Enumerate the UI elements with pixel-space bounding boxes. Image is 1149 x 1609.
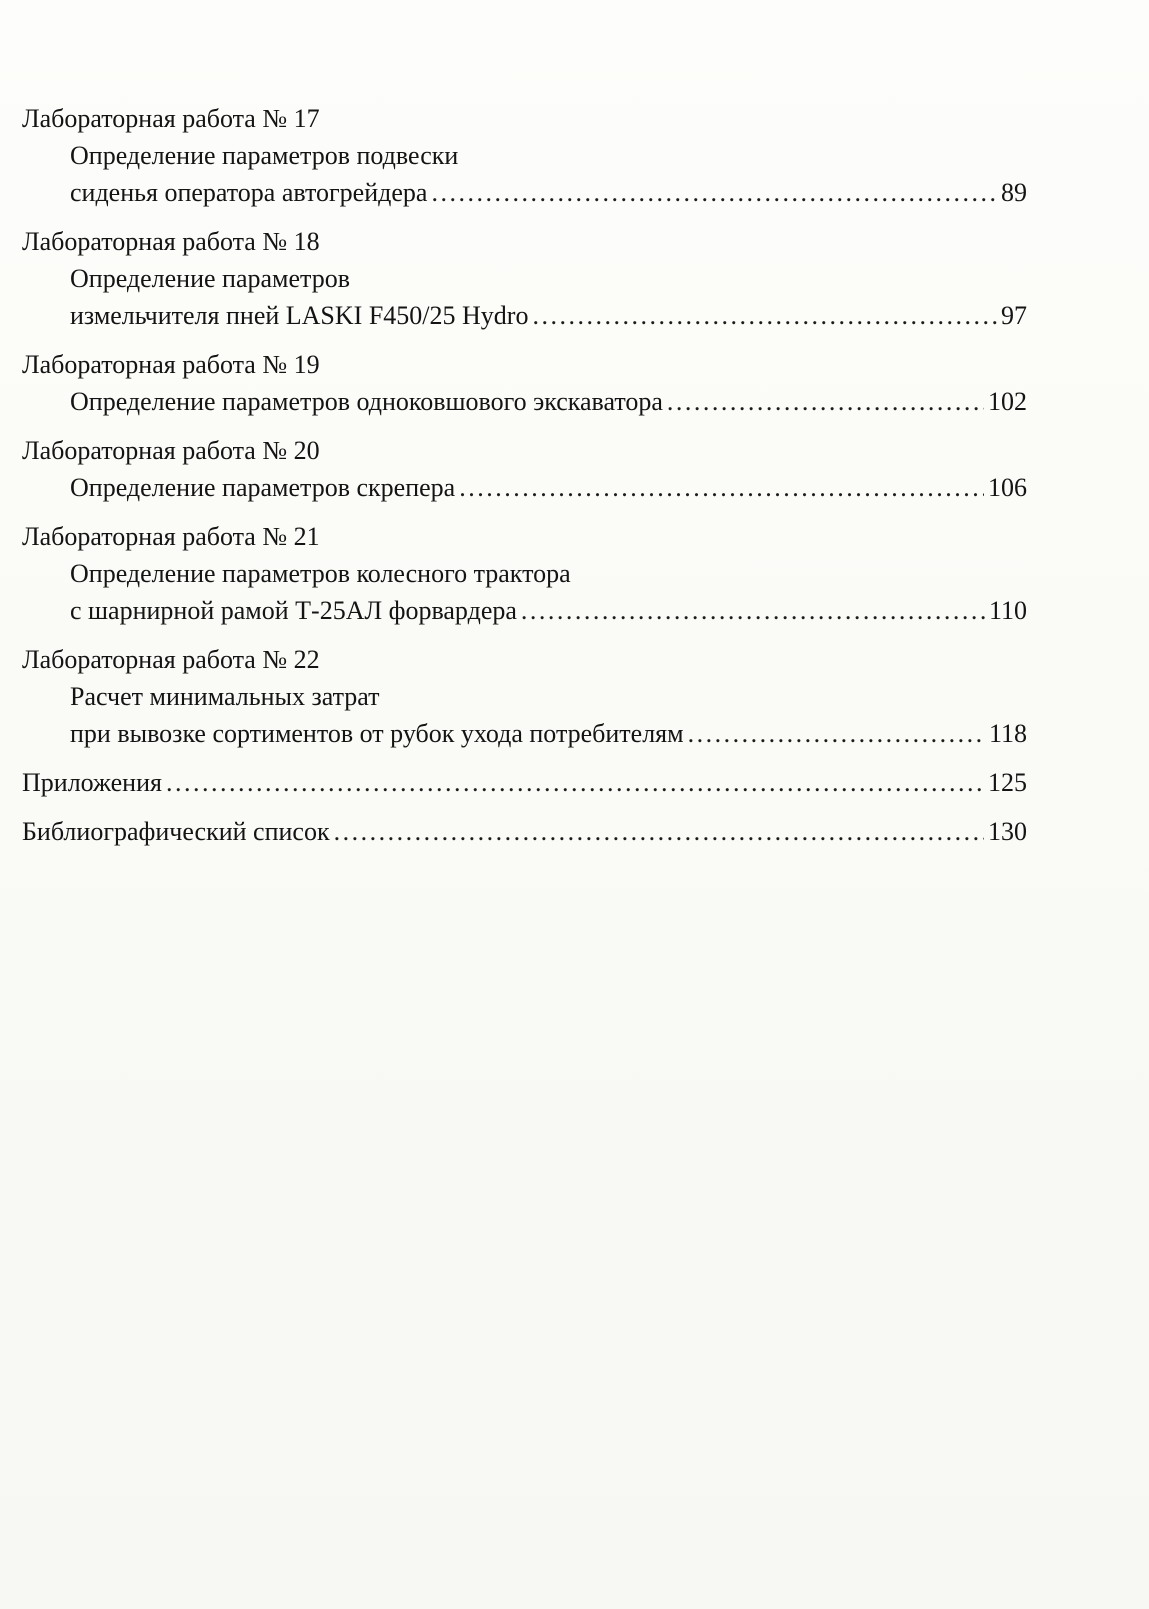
toc-entry-bibliography	[22, 813, 1027, 850]
toc-entry-line: Определение параметров скрепера	[70, 473, 456, 502]
toc-entry-lab-21	[22, 518, 1027, 629]
toc-entry-heading-with-page	[22, 764, 1027, 801]
toc-entry-title: Библиографический список	[22, 817, 330, 846]
dot-leader	[688, 715, 985, 752]
toc-entry-lab-18	[22, 223, 1027, 334]
dot-leader	[431, 174, 997, 211]
toc-entry-line-with-page	[22, 592, 1027, 629]
toc-entry-appendix	[22, 764, 1027, 801]
toc-entry-line: Определение параметров подвески	[70, 141, 459, 170]
page-number: 89	[1001, 178, 1027, 207]
toc-entry-heading: Лабораторная работа № 18	[22, 227, 320, 256]
toc-entry-line-with-page	[22, 297, 1027, 334]
toc-entry-heading: Лабораторная работа № 20	[22, 436, 320, 465]
toc-entry-line: сиденья оператора автогрейдера	[70, 178, 428, 207]
dot-leader	[166, 764, 984, 801]
toc-entry-lab-19	[22, 346, 1027, 420]
dot-leader	[521, 592, 985, 629]
toc-entry-heading: Лабораторная работа № 17	[22, 104, 320, 133]
toc-entry-heading: Лабораторная работа № 19	[22, 350, 320, 379]
toc-entry-heading-with-page	[22, 813, 1027, 850]
page-number: 102	[988, 387, 1027, 416]
dot-leader	[532, 297, 997, 334]
dot-leader	[667, 383, 984, 420]
page-number: 97	[1001, 301, 1027, 330]
toc-entry-lab-22	[22, 641, 1027, 752]
page-number: 118	[988, 719, 1027, 748]
toc-entry-line-with-page	[22, 715, 1027, 752]
toc-entry-heading: Лабораторная работа № 22	[22, 645, 320, 674]
toc-entry-line: Определение параметров колесного трактора	[70, 559, 571, 588]
dot-leader	[459, 469, 984, 506]
toc-entry-line: Расчет минимальных затрат	[70, 682, 380, 711]
toc-entry-line: Определение параметров одноковшового экскаватора	[70, 387, 663, 416]
toc-entry-line: с шарнирной рамой Т-25АЛ форвардера	[70, 596, 517, 625]
toc-entry-line-with-page	[22, 383, 1027, 420]
toc-entry-line-with-page	[22, 469, 1027, 506]
page-number: 125	[988, 768, 1027, 797]
page-number: 130	[988, 817, 1027, 846]
toc-entry-line: Определение параметров	[70, 264, 350, 293]
toc-entry-heading: Лабораторная работа № 21	[22, 522, 320, 551]
page-number: 110	[988, 596, 1027, 625]
toc-entry-line: при вывозке сортиментов от рубок ухода потребителям	[70, 719, 684, 748]
toc-entry-line: измельчителя пней LASKI F450/25 Hydro	[70, 301, 529, 330]
dot-leader	[334, 813, 984, 850]
page-number: 106	[988, 473, 1027, 502]
toc-entry-line-with-page	[22, 174, 1027, 211]
table-of-contents	[22, 100, 1027, 862]
toc-entry-title: Приложения	[22, 768, 162, 797]
toc-entry-lab-20	[22, 432, 1027, 506]
toc-entry-lab-17	[22, 100, 1027, 211]
